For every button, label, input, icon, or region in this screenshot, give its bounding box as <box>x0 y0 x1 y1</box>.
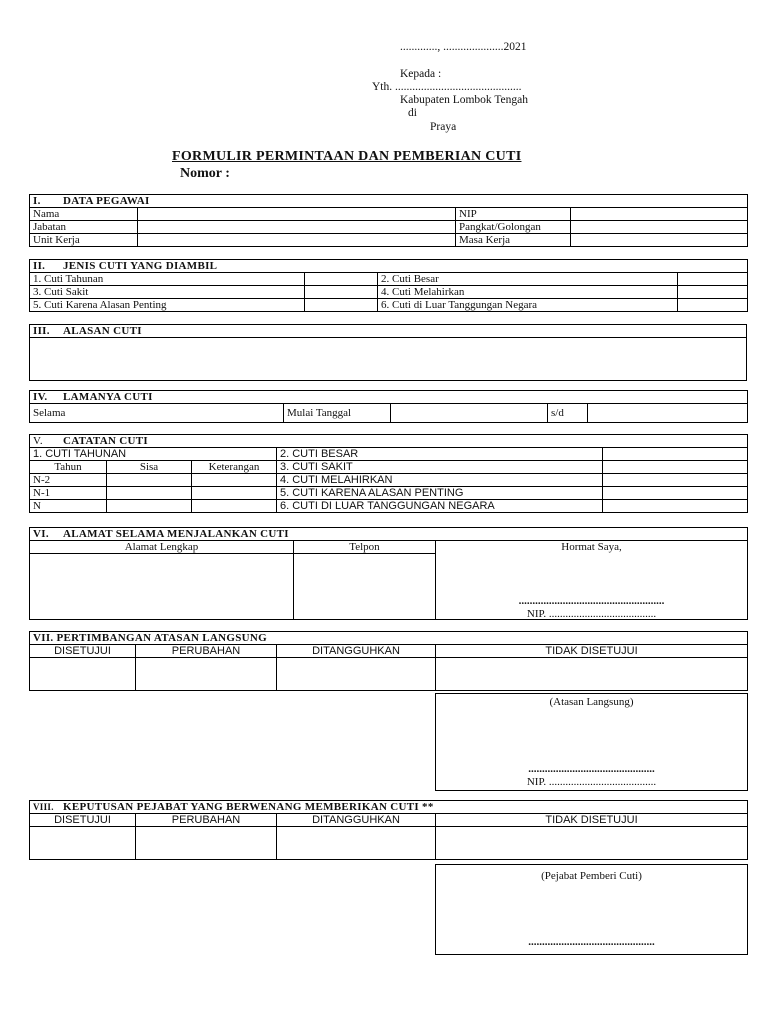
cuti-besar-check[interactable] <box>678 273 748 286</box>
tidak-disetujui-header: TIDAK DISETUJUI <box>436 814 748 827</box>
cuti-besar-note[interactable] <box>603 448 748 461</box>
atasan-signature-box <box>435 693 748 791</box>
cuti-alasan-penting-option: 5. Cuti Karena Alasan Penting <box>30 299 305 312</box>
cuti-luar-tanggungan-option: 6. Cuti di Luar Tanggungan Negara <box>378 299 678 312</box>
di-text: di <box>408 107 417 119</box>
sampai-tanggal-field[interactable] <box>588 404 748 423</box>
cuti-luar-tanggungan-check[interactable] <box>678 299 748 312</box>
pejabat-label: (Pejabat Pemberi Cuti) <box>541 870 642 882</box>
kepada-label: Kepada : <box>400 68 442 80</box>
disetujui-header: DISETUJUI <box>30 645 136 658</box>
cuti-sakit-option: 3. Cuti Sakit <box>30 286 305 299</box>
col-keterangan: Keterangan <box>192 461 277 474</box>
col-sisa: Sisa <box>107 461 192 474</box>
section-heading: II. JENIS CUTI YANG DIAMBIL <box>30 260 748 273</box>
sisa-n1[interactable] <box>107 487 192 500</box>
nip-field[interactable] <box>571 208 748 221</box>
sd-label: s/d <box>548 404 588 423</box>
form-title: FORMULIR PERMINTAAN DAN PEMBERIAN CUTI <box>172 149 522 164</box>
pangkat-label: Pangkat/Golongan <box>456 221 571 234</box>
date-line: ............., .....................2021 <box>400 41 527 53</box>
cuti-alasan-penting-label: 5. CUTI KARENA ALASAN PENTING <box>277 487 603 500</box>
cuti-besar-label: 2. CUTI BESAR <box>277 448 603 461</box>
cuti-besar-option: 2. Cuti Besar <box>378 273 678 286</box>
section-keputusan-pejabat <box>29 800 748 860</box>
section-catatan-cuti <box>29 434 748 513</box>
nip-line: NIP. ....................................... <box>526 608 657 620</box>
cuti-luar-tanggungan-note[interactable] <box>603 500 748 513</box>
cuti-alasan-penting-note[interactable] <box>603 487 748 500</box>
cuti-sakit-label: 3. CUTI SAKIT <box>277 461 603 474</box>
telpon-header: Telpon <box>294 541 436 554</box>
pejabat-signature-box <box>435 864 748 955</box>
section-data-pegawai <box>29 194 748 247</box>
ditangguhkan-header: DITANGGUHKAN <box>277 645 436 658</box>
cuti-melahirkan-check[interactable] <box>678 286 748 299</box>
unit-kerja-label: Unit Kerja <box>30 234 138 247</box>
atasan-label: (Atasan Langsung) <box>549 696 634 708</box>
sisa-n[interactable] <box>107 500 192 513</box>
disetujui-box[interactable] <box>30 827 136 860</box>
hormat-saya-text: Hormat Saya, <box>561 541 622 553</box>
tidak-disetujui-box[interactable] <box>436 827 748 860</box>
mulai-tanggal-field[interactable] <box>391 404 548 423</box>
cuti-sakit-note[interactable] <box>603 461 748 474</box>
cuti-melahirkan-label: 4. CUTI MELAHIRKAN <box>277 474 603 487</box>
section-alamat-cuti <box>29 527 748 620</box>
ket-n2[interactable] <box>192 474 277 487</box>
jabatan-label: Jabatan <box>30 221 138 234</box>
section-heading: VIII. KEPUTUSAN PEJABAT YANG BERWENANG MEMBERIKAN CUTI ** <box>30 801 748 814</box>
alamat-header: Alamat Lengkap <box>30 541 294 554</box>
cuti-luar-tanggungan-label: 6. CUTI DI LUAR TANGGUNGAN NEGARA <box>277 500 603 513</box>
cuti-tahunan-check[interactable] <box>305 273 378 286</box>
row-n1: N-1 <box>30 487 107 500</box>
row-n2: N-2 <box>30 474 107 487</box>
cuti-tahunan-option: 1. Cuti Tahunan <box>30 273 305 286</box>
cuti-alasan-penting-check[interactable] <box>305 299 378 312</box>
tidak-disetujui-box[interactable] <box>436 658 748 691</box>
perubahan-header: PERUBAHAN <box>136 814 277 827</box>
section-pertimbangan-atasan <box>29 631 748 691</box>
form-number: Nomor : <box>180 166 230 181</box>
nip-label: NIP <box>456 208 571 221</box>
ket-n1[interactable] <box>192 487 277 500</box>
jabatan-field[interactable] <box>138 221 456 234</box>
cuti-melahirkan-note[interactable] <box>603 474 748 487</box>
mulai-tanggal-label: Mulai Tanggal <box>284 404 391 423</box>
unit-kerja-field[interactable] <box>138 234 456 247</box>
nama-label: Nama <box>30 208 138 221</box>
sisa-n2[interactable] <box>107 474 192 487</box>
yth-line: Yth. ............................................ <box>372 81 522 93</box>
tidak-disetujui-header: TIDAK DISETUJUI <box>436 645 748 658</box>
telpon-field[interactable] <box>294 554 436 620</box>
alamat-field[interactable] <box>30 554 294 620</box>
cuti-tahunan-label: 1. CUTI TAHUNAN <box>30 448 277 461</box>
masa-kerja-field[interactable] <box>571 234 748 247</box>
section-lamanya-cuti <box>29 390 748 423</box>
ditangguhkan-header: DITANGGUHKAN <box>277 814 436 827</box>
row-n: N <box>30 500 107 513</box>
section-heading: IV. LAMANYA CUTI <box>30 391 748 404</box>
atasan-signature-line: .............................................. <box>528 763 655 775</box>
disetujui-box[interactable] <box>30 658 136 691</box>
disetujui-header: DISETUJUI <box>30 814 136 827</box>
perubahan-box[interactable] <box>136 827 277 860</box>
masa-kerja-label: Masa Kerja <box>456 234 571 247</box>
section-jenis-cuti <box>29 259 748 312</box>
kabupaten-text: Kabupaten Lombok Tengah <box>400 94 529 106</box>
section-heading: VII. PERTIMBANGAN ATASAN LANGSUNG <box>30 632 748 645</box>
section-heading: VI. ALAMAT SELAMA MENJALANKAN CUTI <box>30 528 748 541</box>
ditangguhkan-box[interactable] <box>277 827 436 860</box>
cuti-melahirkan-option: 4. Cuti Melahirkan <box>378 286 678 299</box>
pejabat-signature-line: .............................................. <box>528 936 655 948</box>
praya-text: Praya <box>430 121 457 133</box>
perubahan-header: PERUBAHAN <box>136 645 277 658</box>
section-heading: V. CATATAN CUTI <box>30 435 748 448</box>
cuti-sakit-check[interactable] <box>305 286 378 299</box>
section-alasan-cuti <box>29 324 747 381</box>
hormat-saya-block <box>436 541 748 620</box>
alasan-field[interactable] <box>30 338 747 381</box>
ditangguhkan-box[interactable] <box>277 658 436 691</box>
ket-n[interactable] <box>192 500 277 513</box>
col-tahun: Tahun <box>30 461 107 474</box>
perubahan-box[interactable] <box>136 658 277 691</box>
nama-field[interactable] <box>138 208 456 221</box>
selama-field[interactable]: Selama <box>30 404 284 423</box>
section-heading: III. ALASAN CUTI <box>30 325 747 338</box>
section-heading: I. DATA PEGAWAI <box>30 195 748 208</box>
signature-line: ..................................................... <box>518 595 665 607</box>
pangkat-field[interactable] <box>571 221 748 234</box>
atasan-nip-line: NIP. ....................................... <box>526 776 657 788</box>
